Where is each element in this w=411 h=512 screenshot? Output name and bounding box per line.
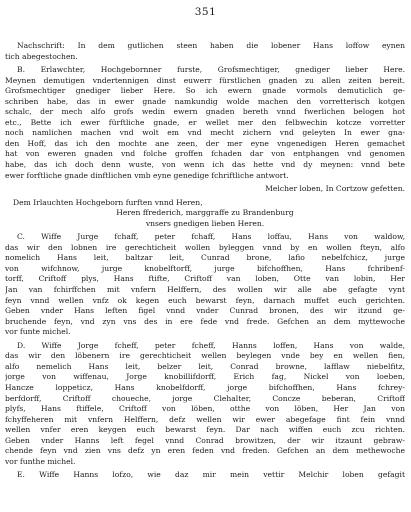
text-line: jorge von wiffenau, Jorge knobillifdorff, Erich fag, Nickel von loeben, [5, 372, 405, 382]
text-line: chende feyn vnd zien vns defz yn eren feden vnd freden. Gefchen an dem methewoche [5, 446, 405, 456]
text-line: vor funthe michel. [5, 456, 76, 466]
text-line: Jan van fchirffchen mit vnfern Helffern, des wollen wir alle abe gefagte vynt [5, 285, 405, 295]
text-line: fchyffeheren mit vnfern Helffern, defz wellen wir ewer abegefage fint fein vnnd [5, 414, 405, 424]
text-line: Geben vnder Hanns left fegel vnnd Conrad browitzen, der wir itzaunt gebraw- [5, 435, 405, 445]
document-body [5, 41, 405, 481]
text-line: D. Wiffe Jorge fcheff, peter fcheff, Hanns loffen, Hans von walde, [17, 340, 405, 350]
text-line: Geben vnder Hans leften figel vnnd vnder Cunrad bronen, des wir itzund ge- [5, 306, 405, 316]
text-line: etc., Bette ich ewer fürftliche gnade, er wellet mer den felbwechin kotcze vorretter [5, 117, 405, 127]
text-line: Meynen demutigen vndertennigen dinst euwerr fürstlichen gnaden zu allen zeiten bereit. [5, 75, 405, 85]
text-line: schalc, der mech alfo grofs wedin ewern gnaden bereth vnnd fwerlichen belogen hot [5, 107, 405, 117]
text-line: vor funte michel. [5, 327, 71, 337]
text-line: Heren ffrederich, marggraffe zu Brandenburg [116, 208, 294, 218]
text-line: noch namlichen machen vnd wolt em vnd mecht zichern vnd geleyten In ewer gna- [5, 128, 405, 138]
text-line: torff, Criftoff plys, Hans ftifte, Criftoff van loben, Otte van lobin, Her [5, 274, 405, 284]
text-line: Dem Irlauchten Hochgeborn furften vnnd Heren, [13, 197, 203, 207]
text-line: wellen vnfer eren keygen euch bewarst feyn. Dar nach wiffen euch zcu richten. [5, 425, 405, 435]
text-line: feyn vnnd wellen vnfz ok kegen euch bewarst feyn, darnach muffet euch gerichten. [5, 295, 405, 305]
page-number: 351 [194, 6, 217, 18]
text-line: berfdorff, Criftoff choueche, jorge Clehalter, Concze beberan, Criftoff [5, 393, 405, 403]
text-line: Nachschrift: In dem gutlichen steen haben die lobener Hans loffow eynen [17, 41, 405, 50]
text-line: B. Erlawchter, Hochgebornner furste, Grofsmechtiger, gnediger lieber Here. [17, 65, 405, 75]
text-line: schriben habe, das in ewer gnade namkundig wolde machen den vorretterisch kotgen [5, 96, 405, 106]
text-line: vnsers gnedigen lieben Heren. [145, 218, 265, 228]
text-line: bruchende feyn, vnd zyn vns des in ere fede vnd frede. Gefchen an dem myttewoche [5, 316, 405, 326]
text-line: tich abegestochen. [5, 51, 78, 61]
text-line: den Hoff, das ich den mochte ane zeen, der mer eyne vngenedigen Heren gemachet [5, 138, 405, 148]
text-line: von wifchnow, jurge knobelftorff, jurge bifchoffhen, Hans fchribenf- [5, 263, 405, 273]
text-line: das wir den lobnen ire gerechticheit wollen byleggen vnnd by en wollen fteyn, alfo [5, 242, 405, 252]
text-line: alfo nemelich Hans leit, belzer leit, Conrad browne, lafflaw niebelfitz, [5, 361, 405, 371]
text-line: Melcher loben, In Cortzow gefetten. [265, 184, 405, 194]
text-line: C. Wiffe Jurge fchaff, peter fchaff, Hans loffau, Hans von waldow, [17, 232, 405, 242]
text-line: hat von eweren gnaden vnd folche groffen fchaden dar von entphangen vnd genomen [5, 149, 405, 159]
text-line: nomelich Hans leit, baltzar leit, Cunrad brone, lafio nebelfchicz, jurge [5, 253, 405, 263]
text-line: E. Wiffe Hanns lofzo, wie daz mir mein vettir Melchir loben gefagit [17, 470, 405, 480]
text-line: habe, das ich doch denn wuste, von wenn ich das hette vnd dy meynen: vnnd bete [5, 160, 405, 170]
text-line: ewer forftliche gnade dinftlichen vmb eyne genedige fchriftliche antwort. [5, 170, 289, 180]
text-line: Grofsmechtiger gnediger lieber Here. So ich ewern gnade vormols demuticlich ge- [5, 86, 405, 96]
text-line: plyfs, Hans ftiffele, Criftoff von löben, otthe von löben, Her Jan von [5, 404, 405, 414]
text-line: Hancze loppeticz, Hans knobelfdorff, jorge bifchoffhen, Hans fchrey- [5, 382, 405, 392]
text-line: das wir den löbenern ire gerechticheit wellen beylegen vnde bey en wellen fien, [5, 351, 405, 361]
